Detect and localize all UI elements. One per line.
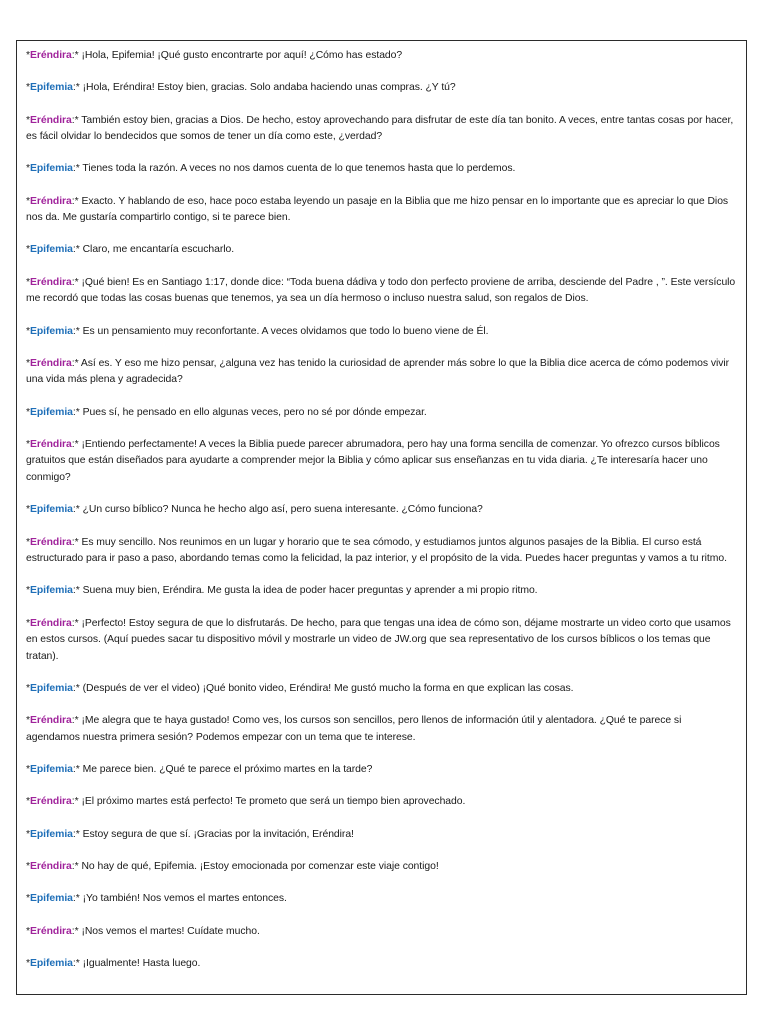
line-text: Exacto. Y hablando de eso, hace poco estaba leyendo un pasaje en la Biblia que me hizo pensar en lo importante que es apreciar lo que Dios nos da. Me gustaría compartirlo contigo, si te parece bien.	[26, 195, 729, 224]
speaker-name: Epifemia	[30, 585, 73, 597]
line-text: ¡Nos vemos el martes! Cuídate mucho.	[78, 925, 260, 937]
dialogue-line: *Epifemia:* Pues sí, he pensado en ello algunas veces, pero no sé por dónde empezar.	[26, 406, 427, 418]
speaker-name: Eréndira	[30, 276, 72, 288]
speaker-name: Epifemia	[30, 163, 73, 175]
speaker-name: Epifemia	[30, 244, 73, 256]
dialogue-line: *Epifemia:* ¡Hola, Eréndira! Estoy bien, gracias. Solo andaba haciendo unas compras. ¿Y tú?	[26, 82, 456, 94]
speaker-name: Eréndira	[30, 357, 72, 369]
speaker-name: Eréndira	[30, 536, 72, 548]
dialogue-line: *Eréndira:* Así es. Y eso me hizo pensar, ¿alguna vez has tenido la curiosidad de aprender más sobre lo que la Biblia dice acerca de cómo podemos vivir una vida más plena y agradecida?	[26, 357, 730, 386]
dialogue-line: *Epifemia:* ¿Un curso bíblico? Nunca he hecho algo así, pero suena interesante. ¿Cómo funciona?	[26, 504, 483, 516]
dialogue-line: *Epifemia:* Suena muy bien, Eréndira. Me gusta la idea de poder hacer preguntas y aprender a mi propio ritmo.	[26, 585, 538, 597]
line-text: ¡Qué bien! Es en Santiago 1:17, donde dice: “Toda buena dádiva y todo don perfecto proviene de arriba, desciende del Padre , ”. Este versículo me recordó que todas las cosas buenas que tenemos, ya sea un día hermoso o incluso nuestra salud, son regalos de Dios.	[26, 276, 736, 305]
speaker-name: Eréndira	[30, 50, 72, 61]
line-text: No hay de qué, Epifemia. ¡Estoy emocionada por comenzar este viaje contigo!	[78, 860, 439, 872]
speaker-name: Epifemia	[30, 682, 73, 694]
line-text: Tienes toda la razón. A veces no nos damos cuenta de lo que tenemos hasta que lo perdemos.	[79, 163, 516, 175]
speaker-name: Epifemia	[30, 893, 73, 905]
speaker-name: Eréndira	[30, 796, 72, 808]
line-text: Me parece bien. ¿Qué te parece el próximo martes en la tarde?	[79, 764, 373, 776]
speaker-name: Eréndira	[30, 925, 72, 937]
line-text: ¡Me alegra que te haya gustado! Como ves, los cursos son sencillos, pero llenos de información útil y alentadora. ¿Qué te parece si agendamos nuestra primera sesión? Podemos empezar con un tema que te interese.	[26, 715, 682, 743]
dialogue-line: *Eréndira:* Es muy sencillo. Nos reunimos en un lugar y horario que te sea cómodo, y estudiamos juntos algunos pasajes de la Biblia. El curso está estructurado para ir paso a paso, abordando temas como la felicidad, la paz interior, y el propósito de la vida. Puedes hacer preguntas y vamos a tu ritmo.	[26, 536, 727, 565]
line-text: ¡Perfecto! Estoy segura de que lo disfrutarás. De hecho, para que tengas una idea de cómo son, déjame mostrarte un video corto que usamos en estos cursos. (Aquí puedes sacar tu dispositivo móvil y mostrarle un video de JW.org que sea representativo de los cursos bíblicos o los temas que tratan).	[26, 617, 731, 662]
dialogue-line: *Eréndira:* ¡Perfecto! Estoy segura de que lo disfrutarás. De hecho, para que tengas una idea de cómo son, déjame mostrarte un video corto que usamos en estos cursos. (Aquí puedes sacar tu dispositivo móvil y mostrarle un video de JW.org que sea representativo de los cursos bíblicos o los temas que tratan).	[26, 617, 731, 662]
line-text: ¡Hola, Eréndira! Estoy bien, gracias. Solo andaba haciendo unas compras. ¿Y tú?	[79, 82, 456, 94]
dialogue-line: *Epifemia:* Tienes toda la razón. A veces no nos damos cuenta de lo que tenemos hasta que lo perdemos.	[26, 163, 516, 175]
speaker-name: Eréndira	[30, 860, 72, 872]
dialogue-line: *Eréndira:* ¡Nos vemos el martes! Cuídate mucho.	[26, 925, 260, 937]
speaker-name: Epifemia	[30, 325, 73, 337]
line-text: ¡Hola, Epifemia! ¡Qué gusto encontrarte por aquí! ¿Cómo has estado?	[78, 50, 403, 61]
speaker-name: Eréndira	[30, 715, 72, 727]
line-text: Pues sí, he pensado en ello algunas veces, pero no sé por dónde empezar.	[79, 406, 427, 418]
dialogue-line: *Eréndira:* ¡Hola, Epifemia! ¡Qué gusto encontrarte por aquí! ¿Cómo has estado?	[26, 50, 403, 61]
speaker-name: Epifemia	[30, 504, 73, 516]
speaker-name: Eréndira	[30, 195, 72, 207]
dialogue-line: *Eréndira:* ¡El próximo martes está perfecto! Te prometo que será un tiempo bien aprovechado.	[26, 796, 466, 808]
dialogue-line: *Epifemia:* Es un pensamiento muy reconfortante. A veces olvidamos que todo lo bueno viene de Él.	[26, 325, 489, 337]
dialogue-line: *Epifemia:* (Después de ver el video) ¡Qué bonito video, Eréndira! Me gustó mucho la forma en que explican las cosas.	[26, 682, 574, 694]
line-text: Estoy segura de que sí. ¡Gracias por la invitación, Eréndira!	[79, 828, 354, 840]
dialogue-line: *Epifemia:* Estoy segura de que sí. ¡Gracias por la invitación, Eréndira!	[26, 828, 354, 840]
line-text: ¡Yo también! Nos vemos el martes entonces.	[79, 893, 287, 905]
line-text: ¡Entiendo perfectamente! A veces la Biblia puede parecer abrumadora, pero hay una forma sencilla de comenzar. Yo ofrezco cursos bíblicos gratuitos que están diseñados para ayudarte a comprender mejor la Biblia y cómo aplicar sus enseñanzas en tu vida diaria. ¿Te interesaría hacer uno conmigo?	[26, 438, 720, 483]
speaker-name: Epifemia	[30, 828, 73, 840]
dialogue-line: *Eréndira:* También estoy bien, gracias a Dios. De hecho, estoy aprovechando para disfrutar de este día tan bonito. A veces, entre tantas cosas por hacer, es fácil olvidar lo bendecidos que somos de tener un día como este, ¿verdad?	[26, 114, 734, 143]
dialogue-line: *Eréndira:* Exacto. Y hablando de eso, hace poco estaba leyendo un pasaje en la Biblia que me hizo pensar en lo importante que es apreciar lo que Dios nos da. Me gustaría compartirlo contigo, si te parece bien.	[26, 195, 729, 224]
line-text: ¡El próximo martes está perfecto! Te prometo que será un tiempo bien aprovechado.	[78, 796, 466, 808]
speaker-name: Epifemia	[30, 764, 73, 776]
dialogue-line: *Eréndira:* ¡Me alegra que te haya gustado! Como ves, los cursos son sencillos, pero llenos de información útil y alentadora. ¿Qué te parece si agendamos nuestra primera sesión? Podemos empezar con un tema que te interese.	[26, 715, 682, 743]
line-text: Claro, me encantaría escucharlo.	[79, 244, 235, 256]
dialogue-line: *Epifemia:* ¡Yo también! Nos vemos el martes entonces.	[26, 893, 287, 905]
line-text: ¿Un curso bíblico? Nunca he hecho algo así, pero suena interesante. ¿Cómo funciona?	[79, 504, 483, 516]
line-text: Suena muy bien, Eréndira. Me gusta la idea de poder hacer preguntas y aprender a mi propio ritmo.	[79, 585, 538, 597]
line-text: Es muy sencillo. Nos reunimos en un lugar y horario que te sea cómodo, y estudiamos juntos algunos pasajes de la Biblia. El curso está estructurado para ir paso a paso, abordando temas como la felicidad, la paz interior, y el propósito de la vida. Puedes hacer preguntas y vamos a tu ritmo.	[26, 536, 727, 565]
speaker-name: Eréndira	[30, 617, 72, 629]
dialogue-line: *Epifemia:* Me parece bien. ¿Qué te parece el próximo martes en la tarde?	[26, 764, 373, 776]
line-text: Así es. Y eso me hizo pensar, ¿alguna vez has tenido la curiosidad de aprender más sobre lo que la Biblia dice acerca de cómo podemos vivir una vida más plena y agradecida?	[26, 357, 730, 386]
speaker-name: Epifemia	[30, 957, 73, 969]
dialogue-line: *Eréndira:* No hay de qué, Epifemia. ¡Estoy emocionada por comenzar este viaje contigo!	[26, 860, 439, 872]
speaker-name: Eréndira	[30, 114, 72, 126]
dialogue-line: *Epifemia:* Claro, me encantaría escucharlo.	[26, 244, 235, 256]
line-text: Es un pensamiento muy reconfortante. A veces olvidamos que todo lo bueno viene de Él.	[79, 325, 489, 337]
speaker-name: Eréndira	[30, 438, 72, 450]
dialogue-line: *Epifemia:* ¡Igualmente! Hasta luego.	[26, 957, 201, 969]
line-text: (Después de ver el video) ¡Qué bonito video, Eréndira! Me gustó mucho la forma en que explican las cosas.	[79, 682, 574, 694]
dialogue-document	[16, 40, 747, 995]
speaker-name: Epifemia	[30, 82, 73, 94]
line-text: ¡Igualmente! Hasta luego.	[79, 957, 201, 969]
line-text: También estoy bien, gracias a Dios. De hecho, estoy aprovechando para disfrutar de este día tan bonito. A veces, entre tantas cosas por hacer, es fácil olvidar lo bendecidos que somos de tener un día como este, ¿verdad?	[26, 114, 734, 143]
dialogue-line: *Eréndira:* ¡Entiendo perfectamente! A veces la Biblia puede parecer abrumadora, pero hay una forma sencilla de comenzar. Yo ofrezco cursos bíblicos gratuitos que están diseñados para ayudarte a comprender mejor la Biblia y cómo aplicar sus enseñanzas en tu vida diaria. ¿Te interesaría hacer uno conmigo?	[26, 438, 720, 483]
dialogue-line: *Eréndira:* ¡Qué bien! Es en Santiago 1:17, donde dice: “Toda buena dádiva y todo don perfecto proviene de arriba, desciende del Padre , ”. Este versículo me recordó que todas las cosas buenas que tenemos, ya sea un día hermoso o incluso nuestra salud, son regalos de Dios.	[26, 276, 736, 305]
speaker-name: Epifemia	[30, 406, 73, 418]
